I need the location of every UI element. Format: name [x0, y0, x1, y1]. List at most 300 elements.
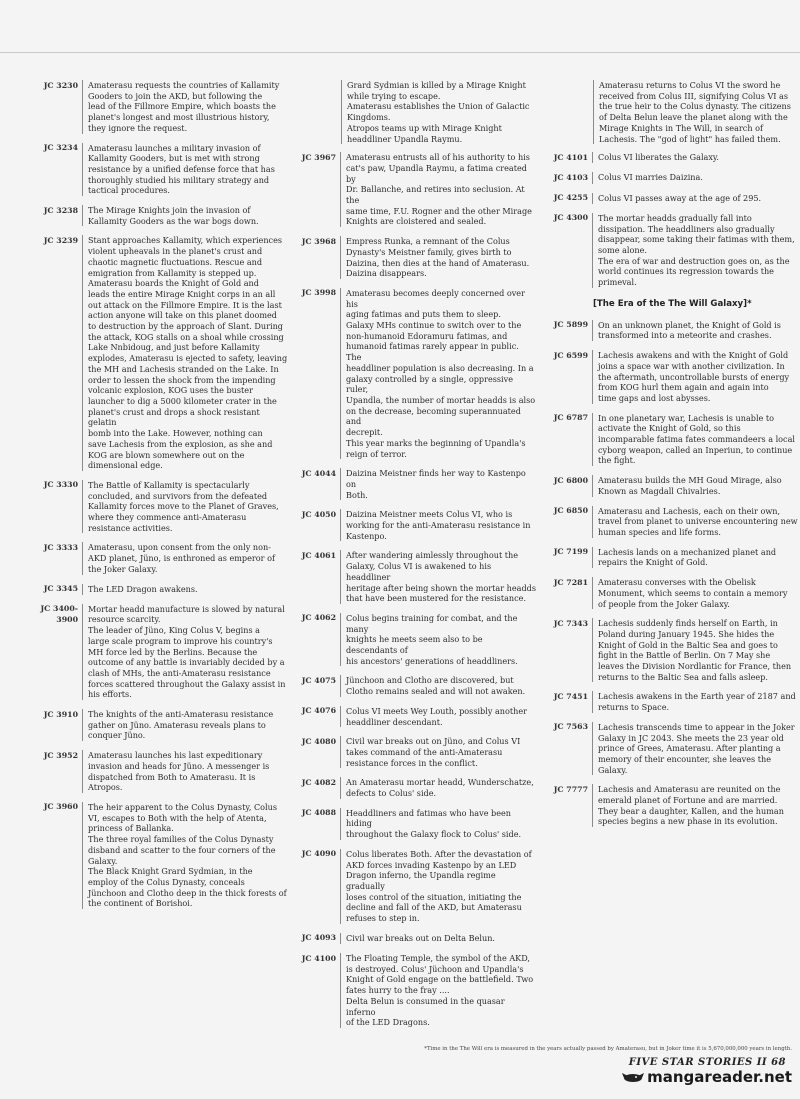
- entry-line: Dragon inferno, the Upandla regime gradually: [346, 870, 496, 891]
- entry-text: [82, 480, 288, 534]
- entry-text: [592, 213, 800, 288]
- entry-line: dimensional edge.: [88, 460, 163, 471]
- entry-line: Amaterasu launches his last expeditionary: [88, 750, 263, 761]
- entry-line: Daizina Meistner finds her way to Kastenpo on: [346, 468, 526, 489]
- entry-line: planet's crust and drops a shock resistant gelatin: [88, 406, 260, 428]
- entry-line: while trying to escape.: [347, 90, 441, 101]
- timeline-entry: [538, 172, 800, 183]
- entry-line: the Joker Galaxy.: [88, 563, 158, 574]
- entry-line: headdliner population is also decreasing. In a: [346, 362, 534, 373]
- entry-text: [340, 675, 536, 696]
- entry-line: where they commence anti-Amaterasu: [88, 512, 247, 523]
- entry-year: JC 6800: [553, 475, 588, 485]
- entry-text: [592, 193, 800, 204]
- entry-line: Jünchoon and Clotho are discovered, but: [346, 675, 514, 686]
- entry-year: JC 3967: [301, 152, 336, 162]
- entry-line: resistance activities.: [88, 522, 173, 533]
- entry-line: same time, F.U. Rogner and the other Mirage: [346, 205, 532, 216]
- entry-line: princess of Ballanka.: [88, 823, 174, 834]
- timeline-entry: [286, 808, 536, 840]
- entry-line: The leader of Jüno, King Colus V, begins a: [88, 625, 260, 636]
- entry-line: Lake Nnbidoug, and just before Kallamity: [88, 342, 260, 353]
- entry-text: [340, 288, 536, 459]
- entry-line: leads the entire Mirage Knight corps in an all: [88, 288, 276, 299]
- entry-line: they ignore the request.: [88, 122, 188, 133]
- entry-year: JC 3998: [301, 288, 336, 298]
- entry-year: JC 4061: [301, 550, 336, 560]
- timeline-entry: [286, 288, 536, 459]
- entry-text: [592, 547, 800, 568]
- entry-year: JC 3330: [43, 480, 78, 490]
- timeline-entry: [538, 320, 800, 341]
- entry-text: [82, 235, 288, 470]
- entry-line: lead of the Fillmore Empire, which boasts the: [88, 101, 276, 112]
- entry-line: decrepit.: [346, 427, 383, 438]
- entry-line: Amaterasu requests the countries of Kallamity: [88, 80, 280, 90]
- entry-text: [340, 849, 536, 924]
- entry-line: Kastenpo.: [346, 530, 387, 541]
- entry-line: Both.: [346, 489, 368, 500]
- entry-line: prince of Grees, Amaterasu. After planting a: [598, 743, 781, 754]
- entry-line: The Battle of Kallamity is spectacularly: [88, 479, 250, 490]
- entry-year: JC 4255: [553, 193, 588, 203]
- timeline-entry: [286, 777, 536, 798]
- entry-year: JC 4082: [301, 777, 336, 787]
- entry-year: JC 7451: [553, 691, 588, 701]
- entry-line: Dr. Ballanche, and retires into seclusion. At the: [346, 184, 525, 206]
- entry-line: The Black Knight Grard Sydmian, in the: [88, 866, 253, 877]
- entry-line: Poland during January 1945. She hides the: [598, 628, 775, 639]
- entry-text: [340, 706, 536, 727]
- entry-year: JC 7343: [553, 618, 588, 628]
- entry-line: the MH and Lachesis stranded on the Lake. In: [88, 363, 279, 374]
- entry-line: fight in the Battle of Berlin. On 7 May she: [598, 650, 771, 661]
- entry-line: Jünchoon and Clotho deep in the thick forests of: [88, 887, 287, 898]
- timeline-entry: [286, 953, 536, 1028]
- entry-year: JC 3333: [43, 542, 78, 552]
- entry-line: Empress Runka, a remnant of the Colus: [346, 236, 510, 247]
- timeline-entry: [538, 152, 800, 163]
- timeline-entry: [286, 675, 536, 696]
- entry-line: Atropos teams up with Mirage Knight: [347, 122, 502, 133]
- entry-line: the fight.: [598, 455, 636, 466]
- top-rule: [0, 52, 800, 53]
- entry-line: Delta Belun is consumed in the quasar inferno: [346, 995, 505, 1017]
- entry-line: AKD forces invading Kastenpo by an LED: [346, 859, 517, 870]
- entry-line: launcher to dig a 5000 kilometer crater in the: [88, 395, 277, 406]
- entry-line: the true heir to the Colus dynasty. The citizens: [599, 101, 791, 112]
- entry-line: Galaxy.: [88, 855, 118, 866]
- entry-line: received from Colus III, signifying Colus VI as: [599, 90, 789, 101]
- timeline-column-1: [28, 80, 288, 918]
- entry-line: gather on Jüno. Amaterasu reveals plans to: [88, 719, 266, 730]
- footnote: *Time in the The Will era is measured in the years actually passed by Amaterasu, but in Joker time it is 5,670,000,000 years in length.: [424, 1046, 792, 1052]
- entry-line: Monument, which seems to contain a memory: [598, 587, 788, 598]
- entry-line: is destroyed. Colus' Jüchoon and Upandla's: [346, 963, 524, 974]
- timeline-column-3: [538, 80, 800, 836]
- timeline-entry: [538, 691, 800, 712]
- entry-line: reign of terror.: [346, 448, 407, 459]
- entry-year: JC 4093: [301, 933, 336, 943]
- entry-line: headdliner Upandla Raymu.: [347, 133, 463, 144]
- timeline-entry: [286, 849, 536, 924]
- entry-line: employ of the Colus Dynasty, conceals: [88, 876, 245, 887]
- entry-line: that have been mustered for the resistance.: [346, 593, 527, 604]
- entry-line: volcanic explosion, KOG uses the buster: [88, 385, 253, 396]
- entry-line: Mortar headd manufacture is slowed by natural: [88, 603, 285, 614]
- entry-line: VI, escapes to Both with the help of Atenta,: [88, 812, 267, 823]
- entry-text: [340, 613, 536, 667]
- entry-line: defects to Colus' side.: [346, 788, 437, 799]
- page-footer-title: FIVE STAR STORIES II 68: [628, 1057, 786, 1068]
- entry-line: of the LED Dragons.: [346, 1017, 430, 1028]
- entry-line: on the decrease, becoming superannuated and: [346, 405, 521, 427]
- entry-year: JC 3239: [43, 235, 78, 245]
- entry-line: Gooders to join the AKD, but following the: [88, 90, 263, 101]
- timeline-entry: [538, 547, 800, 568]
- entry-line: decline and fall of the AKD, but Amaterasu: [346, 902, 522, 913]
- entry-line: takes command of the anti-Amaterasu: [346, 746, 503, 757]
- entry-line: Atropos.: [88, 782, 123, 793]
- entry-line: cyborg weapon, called an Inperiun, to continue: [598, 444, 793, 455]
- entry-year: JC 4101: [553, 152, 588, 162]
- entry-text: [82, 604, 288, 700]
- entry-line: save Lachesis from the explosion, as she and: [88, 438, 273, 449]
- timeline-entry: [538, 722, 800, 776]
- entry-line: action anyone will take on this planet doomed: [88, 310, 277, 321]
- entry-line: This year marks the beginning of Upandla's: [346, 437, 526, 448]
- entry-text: [82, 143, 288, 197]
- entry-line: Lachesis lands on a mechanized planet and: [598, 546, 777, 557]
- entry-line: Amaterasu and Lachesis, each on their own,: [598, 505, 781, 516]
- entry-line: Headdliners and fatimas who have been hiding: [346, 807, 512, 829]
- entry-line: An Amaterasu mortar headd, Wunderschatze,: [346, 777, 534, 788]
- entry-text: [340, 152, 536, 227]
- entry-line: Lachesis. The "god of light" has failed them.: [599, 133, 781, 144]
- entry-line: cat's paw, Upandla Raymu, a fatima created by: [346, 162, 527, 184]
- entry-line: clash of MHs, the anti-Amaterasu resistance: [88, 667, 271, 678]
- entry-line: outcome of any battle is invariably decided by a: [88, 657, 285, 668]
- entry-text: [82, 80, 288, 134]
- entry-line: to destruction by the approach of Slant. During: [88, 321, 283, 332]
- entry-year: JC 4103: [553, 172, 588, 182]
- entry-line: Colus VI meets Wey Louth, possibly another: [346, 705, 528, 716]
- timeline-entry: [28, 604, 288, 700]
- entry-line: humanoid fatimas rarely appear in public. The: [346, 341, 519, 363]
- entry-year: JC 7777: [553, 784, 588, 794]
- entry-text: [82, 709, 288, 741]
- entry-line: time gaps and lost abysses.: [598, 392, 711, 403]
- entry-year: JC 5899: [553, 320, 588, 330]
- entry-year: JC 3234: [43, 143, 78, 153]
- entry-text: [592, 577, 800, 609]
- timeline-entry: [28, 80, 288, 134]
- entry-year: JC 3345: [43, 584, 78, 594]
- entry-line: Colus VI liberates the Galaxy.: [598, 152, 719, 163]
- timeline-entry: [28, 750, 288, 793]
- entry-line: The Floating Temple, the symbol of the AKD,: [346, 953, 531, 964]
- entry-line: KOG are blown somewhere out on the: [88, 449, 245, 460]
- entry-year: JC 4300: [553, 213, 588, 223]
- entry-line: his ancestors' generations of headdliners.: [346, 655, 518, 666]
- timeline-entry: [286, 152, 536, 227]
- entry-line: resource scarcity.: [88, 614, 161, 625]
- timeline-entry: [28, 480, 288, 534]
- continued-text: [593, 80, 800, 144]
- entry-line: tactical procedures.: [88, 185, 170, 196]
- entry-line: Kallamity Gooders as the war bogs down.: [88, 215, 259, 226]
- entry-line: Amaterasu launches a military invasion of: [88, 142, 261, 153]
- entry-line: world continues its regression towards the: [598, 266, 774, 277]
- entry-line: violent upheavals in the planet's crust and: [88, 246, 263, 257]
- entry-line: The heir apparent to the Colus Dynasty, Colus: [88, 801, 278, 812]
- entry-line: The mortar headds gradually fall into: [598, 212, 752, 223]
- timeline-entry: [28, 143, 288, 197]
- entry-line: heritage after being shown the mortar headds: [346, 582, 536, 593]
- entry-line: Amaterasu entrusts all of his authority to his: [346, 152, 530, 163]
- entry-line: Knight of Gold engage on the battlefield. Two: [346, 974, 534, 985]
- timeline-entry: [28, 584, 288, 595]
- entry-text: [592, 320, 800, 341]
- entry-line: Lachesis suddenly finds herself on Earth, in: [598, 618, 778, 629]
- entry-text: [592, 475, 800, 496]
- entry-line: Colus VI passes away at the age of 295.: [598, 192, 762, 203]
- entry-year: JC 3238: [43, 205, 78, 215]
- entry-year: JC 3230: [43, 80, 78, 90]
- entry-line: Known as Magdall Chivalries.: [598, 485, 721, 496]
- era-heading: [The Era of the The Will Galaxy]*: [593, 298, 752, 309]
- entry-line: returns to Space.: [598, 702, 670, 713]
- entry-text: [82, 802, 288, 909]
- entry-line: the attack, KOG stalls on a shoal while crossing: [88, 331, 284, 342]
- entry-line: knights he meets seem also to be descendants of: [346, 634, 483, 656]
- entry-text: [82, 750, 288, 793]
- column-2-continuation: [286, 80, 536, 144]
- entry-line: The LED Dragon awakens.: [88, 583, 198, 594]
- entry-text: [340, 933, 536, 944]
- timeline-entry: [286, 706, 536, 727]
- entry-line: resistance forces in the conflict.: [346, 757, 478, 768]
- continued-text: [341, 80, 536, 144]
- entry-line: human species and life forms.: [598, 527, 721, 537]
- entry-line: MH force led by the Berlins. Because the: [88, 646, 258, 657]
- entry-line: Civil war breaks out on Delta Belun.: [346, 932, 496, 943]
- timeline-entry: [28, 235, 288, 470]
- entry-year: JC 3910: [43, 709, 78, 719]
- timeline-entry: [28, 542, 288, 574]
- entry-line: Galaxy in JC 2043. She meets the 23 year old: [598, 732, 784, 743]
- entry-year: JC 3952: [43, 750, 78, 760]
- entry-line: Colus begins training for combat, and the many: [346, 612, 518, 634]
- watermark-text: mangareader.net: [647, 1068, 792, 1086]
- entry-line: aging fatimas and puts them to sleep.: [346, 309, 501, 320]
- entry-line: concluded, and survivors from the defeated: [88, 490, 268, 501]
- entry-line: conquer Jüno.: [88, 730, 146, 741]
- entry-line: Amaterasu builds the MH Goud Mirage, also: [598, 475, 782, 486]
- entry-year: JC 7281: [553, 577, 588, 587]
- entry-line: Colus VI marries Daizina.: [598, 172, 703, 183]
- entry-text: [592, 413, 800, 467]
- entry-year: JC 3400- 3900: [40, 604, 78, 624]
- entry-line: AKD planet, Jüno, is enthroned as emperor of: [88, 553, 275, 564]
- timeline-entry: [286, 236, 536, 279]
- entry-line: resistance by a unified defense force that has: [88, 163, 275, 174]
- entry-line: the aftermath, uncontrollable bursts of energy: [598, 371, 790, 382]
- timeline-entry: [538, 350, 800, 404]
- entry-text: [592, 506, 800, 538]
- timeline-entry: [286, 933, 536, 944]
- entry-line: refuses to step in.: [346, 913, 420, 924]
- timeline-entry: [28, 802, 288, 909]
- entry-text: [340, 808, 536, 840]
- entry-line: Stant approaches Kallamity, which experiences: [88, 235, 283, 246]
- entry-line: Daizina, then dies at the hand of Amaterasu.: [346, 257, 530, 268]
- entry-line: invasion and heads for Jüno. A messenger is: [88, 760, 270, 771]
- entry-line: fates hurry to the fray ....: [346, 985, 450, 996]
- entry-line: Kallamity forces move to the Planet of Graves,: [88, 501, 279, 512]
- entry-line: Daizina disappears.: [346, 268, 427, 279]
- entry-year: JC 4088: [301, 808, 336, 818]
- entry-line: out attack on the Fillmore Empire. It is the last: [88, 299, 282, 310]
- entry-line: leaves the Division Nordlantic for France, then: [598, 661, 792, 672]
- entry-line: thoroughly studied his military strategy and: [88, 174, 270, 185]
- timeline-entry: [286, 613, 536, 667]
- entry-year: JC 6787: [553, 413, 588, 423]
- timeline-entry: [538, 506, 800, 538]
- entry-line: of Delta Belun leave the planet along with the: [599, 112, 788, 123]
- entry-line: his efforts.: [88, 689, 132, 700]
- entry-line: In one planetary war, Lachesis is unable to: [598, 412, 775, 423]
- entry-line: On an unknown planet, the Knight of Gold is: [598, 319, 781, 330]
- entry-text: [340, 777, 536, 798]
- entry-line: Galaxy MHs continue to switch over to the: [346, 320, 522, 331]
- entry-year: JC 4044: [301, 468, 336, 478]
- entry-line: Knights are cloistered and sealed.: [346, 216, 487, 227]
- entry-line: explodes, Amaterasu is ejected to safety, leaving: [88, 353, 288, 364]
- entry-line: The era of war and destruction goes on, as the: [598, 255, 790, 266]
- entry-text: [340, 550, 536, 604]
- entry-line: emigration from Kallamity is stepped up.: [88, 267, 257, 278]
- entry-year: JC 4080: [301, 736, 336, 746]
- timeline-entry: [286, 468, 536, 500]
- entry-line: Lachesis transcends time to appear in the Joker: [598, 721, 795, 732]
- entry-line: The three royal families of the Colus Dynasty: [88, 834, 274, 845]
- entry-line: Galaxy, Colus VI is awakened to his headdliner: [346, 561, 492, 582]
- entry-line: Upandla, the number of mortar headds is also: [346, 394, 536, 405]
- entry-text: [340, 509, 536, 541]
- timeline-entry: [538, 193, 800, 204]
- entry-line: emerald planet of Fortune and are married.: [598, 795, 778, 806]
- entry-text: [340, 736, 536, 768]
- entry-year: JC 4100: [301, 953, 336, 963]
- entry-year: JC 6599: [553, 350, 588, 360]
- entry-line: Mirage Knights in The Will, in search of: [599, 122, 763, 133]
- entry-text: [82, 205, 288, 226]
- entry-line: Amaterasu, upon consent from the only non-: [88, 542, 271, 553]
- entry-line: working for the anti-Amaterasu resistance in: [346, 520, 531, 531]
- entry-text: [82, 584, 288, 595]
- timeline-entry: [286, 509, 536, 541]
- entry-line: non-humanoid Edoramuru fatimas, and: [346, 330, 508, 341]
- entry-text: [592, 722, 800, 776]
- entry-year: JC 4090: [301, 849, 336, 859]
- timeline-entry: [538, 475, 800, 496]
- timeline-entry: [28, 709, 288, 741]
- entry-line: Colus liberates Both. After the devastation of: [346, 848, 532, 859]
- entry-line: dissipation. The headdliners also gradually: [598, 223, 775, 234]
- entry-line: Amaterasu converses with the Obelisk: [598, 577, 756, 588]
- timeline-entry: [538, 618, 800, 682]
- entry-line: The knights of the anti-Amaterasu resistance: [88, 709, 274, 720]
- entry-line: disband and scatter to the four corners of the: [88, 844, 276, 855]
- entry-line: Amaterasu becomes deeply concerned over his: [346, 287, 525, 309]
- entry-line: returns to the Baltic Sea and falls asleep.: [598, 671, 768, 682]
- entry-line: travel from planet to universe encountering new: [598, 516, 798, 527]
- entry-line: Knight of Gold in the Baltic Sea and goes to: [598, 639, 778, 650]
- entry-year: JC 4075: [301, 675, 336, 685]
- entry-line: throughout the Galaxy flock to Colus' side.: [346, 829, 522, 840]
- entry-line: Lachesis and Amaterasu are reunited on the: [598, 784, 781, 795]
- entry-line: Kallamity Gooders, but is met with strong: [88, 153, 260, 164]
- timeline-entry: [286, 736, 536, 768]
- entry-text: [340, 468, 536, 500]
- entry-line: loses control of the situation, initiating the: [346, 891, 522, 902]
- entry-line: Galaxy.: [598, 764, 628, 775]
- timeline-entry: [286, 550, 536, 604]
- entry-text: [592, 350, 800, 404]
- entry-text: [592, 172, 800, 183]
- entry-text: [592, 784, 800, 827]
- entry-line: transformed into a meteorite and crashes.: [598, 330, 772, 341]
- entry-line: disappear, some taking their fatimas with them,: [598, 234, 795, 245]
- timeline-entry: [538, 577, 800, 609]
- watermark: [622, 1068, 792, 1086]
- entry-line: incomparable fatima fates commandeers a local: [598, 434, 795, 445]
- entry-year: JC 7199: [553, 547, 588, 557]
- entry-line: Amaterasu returns to Colus VI the sword he: [599, 80, 781, 90]
- entry-line: The Mirage Knights join the invasion of: [88, 205, 251, 216]
- entry-text: [592, 152, 800, 163]
- entry-text: [340, 953, 536, 1028]
- entry-line: Dynasty's Meistner family, gives birth to: [346, 246, 512, 257]
- entry-line: large scale program to improve his country's: [88, 635, 273, 646]
- timeline-entry: [538, 784, 800, 827]
- entry-year: JC 3960: [43, 802, 78, 812]
- entry-year: JC 4062: [301, 613, 336, 623]
- entry-text: [340, 236, 536, 279]
- entry-line: planet's longest and most illustrious history,: [88, 112, 270, 123]
- entry-line: Clotho remains sealed and will not awaken.: [346, 686, 526, 697]
- entry-year: JC 7563: [553, 722, 588, 732]
- entry-line: headdliner descendant.: [346, 716, 443, 727]
- entry-line: species begins a new phase in its evolution.: [598, 816, 778, 827]
- timeline-entry: [28, 205, 288, 226]
- entry-line: joins a space war with another civilization. In: [598, 360, 785, 371]
- entry-line: galaxy controlled by a single, oppressive ruler,: [346, 373, 514, 395]
- watermark-logo-icon: [622, 1070, 644, 1084]
- entry-line: forces scattered throughout the Galaxy assist in: [88, 678, 286, 689]
- entry-line: chaotic magnetic fluctuations. Rescue and: [88, 256, 263, 267]
- entry-line: activate the Knight of Gold, so this: [598, 423, 741, 434]
- entry-line: memory of their encounter, she leaves the: [598, 753, 772, 764]
- column-3-continuation: [538, 80, 800, 144]
- entry-line: dispatched from Both to Amaterasu. It is: [88, 771, 256, 782]
- entry-line: Lachesis awakens and with the Knight of Gold: [598, 350, 789, 361]
- entry-line: of people from the Joker Galaxy.: [598, 598, 730, 609]
- entry-line: bomb into the Lake. However, nothing can: [88, 428, 263, 439]
- entry-text: [592, 618, 800, 682]
- entry-line: Civil war breaks out on Jüno, and Colus VI: [346, 736, 521, 747]
